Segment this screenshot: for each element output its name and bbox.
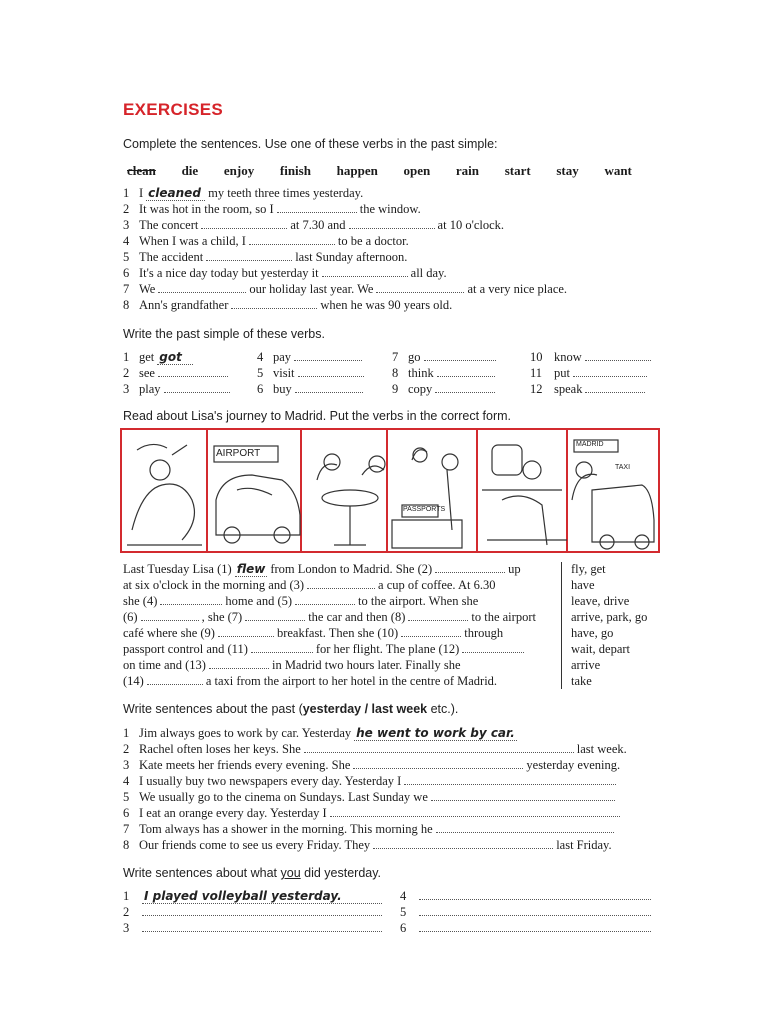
exercise5-line: 2	[123, 905, 385, 921]
answer-field[interactable]	[585, 350, 651, 361]
answer-field[interactable]: I played volleyball yesterday.	[142, 889, 382, 904]
verb-item: 12 speak	[530, 382, 648, 397]
verb-item: 8 think	[392, 366, 498, 381]
exercise1-line: 1 I cleaned my teeth three times yesterday.	[123, 186, 364, 200]
exercise4-line: 8 Our friends come to see us every Friday. They last Friday.	[123, 838, 612, 852]
section5-instruction: Write sentences about what you did yesterday.	[123, 866, 382, 880]
answer-field[interactable]	[373, 838, 553, 849]
verb-item: 11 put	[530, 366, 650, 381]
answer-field[interactable]	[437, 366, 495, 377]
answer-field[interactable]	[436, 822, 614, 833]
answer-field[interactable]	[142, 905, 382, 916]
story-line: café where she (9) breakfast. Then she (10) through	[123, 626, 504, 640]
answer-field[interactable]	[158, 366, 228, 377]
answer-field[interactable]	[435, 382, 495, 393]
answer-field[interactable]	[353, 758, 523, 769]
exercise4-line: 4 I usually buy two newspapers every day. Yesterday I	[123, 774, 619, 790]
exercise4-line: 3 Kate meets her friends every evening. She yesterday evening.	[123, 758, 621, 772]
answer-field[interactable]	[277, 202, 357, 213]
verb-item: 10 know	[530, 350, 654, 365]
answer-field[interactable]	[304, 742, 574, 753]
answer-field[interactable]	[424, 350, 496, 361]
passports-sign: PASSPORTS	[403, 506, 446, 513]
answer-field[interactable]	[419, 905, 651, 916]
answer-field[interactable]	[307, 578, 375, 589]
verb-word: want	[604, 163, 632, 178]
story-line: at six o'clock in the morning and (3) a cup of coffee. At 6.30	[123, 578, 496, 592]
answer-field[interactable]	[206, 250, 292, 261]
verb-item: 6 buy	[257, 382, 366, 397]
section1-instruction: Complete the sentences. Use one of these verbs in the past simple:	[123, 137, 498, 151]
exercise1-line: 3 The concert at 7.30 and at 10 o'clock.	[123, 218, 505, 232]
exercise4-line: 6 I eat an orange every day. Yesterday I	[123, 806, 623, 822]
verb-word: die	[181, 163, 199, 178]
verb-item: 3 play	[123, 382, 233, 397]
answer-field[interactable]: cleaned	[146, 186, 205, 201]
answer-field[interactable]	[218, 626, 274, 637]
section3-instruction: Read about Lisa's journey to Madrid. Put the verbs in the correct form.	[123, 409, 511, 423]
exercise5-line: 5	[400, 905, 654, 921]
story-line: on time and (13) in Madrid two hours later. Finally she	[123, 658, 461, 672]
answer-field[interactable]	[435, 562, 505, 573]
exercise1-line: 7 We our holiday last year. We at a very nice place.	[123, 282, 568, 296]
verb-item: 5 visit	[257, 366, 367, 381]
exercise1-line: 8 Ann's grandfather when he was 90 years old.	[123, 298, 453, 312]
journey-illustrations	[122, 430, 658, 551]
verb-word: open	[403, 163, 431, 178]
answer-field[interactable]: got	[157, 350, 193, 365]
verb-item: 1 get got	[123, 350, 196, 365]
exercise1-line: 4 When I was a child, I to be a doctor.	[123, 234, 409, 248]
exercise5-line: 4	[400, 889, 654, 905]
answer-field[interactable]	[201, 218, 287, 229]
verb-hint: have	[571, 578, 595, 592]
page-title: EXERCISES	[123, 100, 224, 119]
verb-hint: fly, get	[571, 562, 606, 576]
answer-field[interactable]	[158, 282, 246, 293]
verb-item: 2 see	[123, 366, 231, 381]
verb-column-divider	[561, 562, 562, 689]
answer-field[interactable]: he went to work by car.	[356, 726, 515, 740]
exercise4-line: 7 Tom always has a shower in the morning. This morning he	[123, 822, 617, 838]
verb-word: stay	[556, 163, 579, 178]
exercise4-line: 1 Jim always goes to work by car. Yesterday he went to work by car.	[123, 726, 515, 740]
exercise5-line: 1 I played volleyball yesterday.	[123, 889, 385, 905]
story-line: passport control and (11) for her flight. The plane (12)	[123, 642, 527, 657]
answer-field[interactable]	[147, 674, 203, 685]
answer-field[interactable]	[573, 366, 647, 377]
story-line: (14) a taxi from the airport to her hotel in the centre of Madrid.	[123, 674, 498, 688]
answer-field[interactable]	[404, 774, 616, 785]
section2-instruction: Write the past simple of these verbs.	[123, 327, 325, 341]
taxi-sign: TAXI	[615, 464, 631, 471]
verb-word: happen	[336, 163, 378, 178]
story-line: she (4) home and (5) to the airport. When she	[123, 594, 479, 608]
answer-field[interactable]	[322, 266, 408, 277]
verb-word: clean	[127, 163, 156, 178]
answer-field[interactable]	[209, 658, 269, 669]
answer-field[interactable]	[164, 382, 230, 393]
verb-hint: arrive	[571, 658, 601, 672]
verb-box	[127, 163, 632, 179]
verb-word: start	[504, 163, 531, 178]
exercise4-line: 2 Rachel often loses her keys. She last week.	[123, 742, 627, 756]
verb-item: 9 copy	[392, 382, 498, 397]
airport-sign: AIRPORT	[216, 448, 261, 459]
answer-field[interactable]	[462, 642, 524, 653]
answer-field[interactable]	[419, 889, 651, 900]
answer-field[interactable]	[585, 382, 645, 393]
answer-field[interactable]	[142, 921, 382, 932]
exercise5-line: 3	[123, 921, 385, 937]
madrid-sign: MADRID	[576, 441, 604, 448]
verb-word: rain	[455, 163, 480, 178]
verb-hint: arrive, park, go	[571, 610, 648, 624]
woman-figure-icon	[132, 484, 194, 540]
answer-field[interactable]	[419, 921, 651, 932]
answer-field[interactable]	[349, 218, 435, 229]
answer-field[interactable]	[294, 350, 362, 361]
answer-field[interactable]	[141, 610, 199, 621]
answer-field[interactable]	[298, 366, 364, 377]
exercise5-line: 6	[400, 921, 654, 937]
verb-hint: have, go	[571, 626, 614, 640]
verb-item: 4 pay	[257, 350, 365, 365]
answer-field[interactable]	[231, 298, 317, 309]
exercise1-line: 6 It's a nice day today but yesterday it all day.	[123, 266, 447, 280]
answer-field[interactable]	[330, 806, 620, 817]
verb-item: 7 go	[392, 350, 499, 365]
answer-field[interactable]: flew	[236, 562, 266, 576]
verb-hint: take	[571, 674, 592, 688]
verb-hint: wait, depart	[571, 642, 631, 656]
answer-field[interactable]	[160, 594, 222, 605]
section4-instruction: Write sentences about the past (yesterday / last week etc.).	[123, 702, 459, 716]
exercise4-line: 5 We usually go to the cinema on Sundays. Last Sunday we	[123, 790, 618, 806]
answer-field[interactable]	[408, 610, 468, 621]
verb-hint: leave, drive	[571, 594, 630, 608]
exercise1-line: 2 It was hot in the room, so I the window.	[123, 202, 421, 216]
answer-field[interactable]	[401, 626, 461, 637]
answer-field[interactable]	[295, 382, 363, 393]
story-line: Last Tuesday Lisa (1) flew from London to Madrid. She (2) up	[123, 562, 521, 576]
exercise1-line: 5 The accident last Sunday afternoon.	[123, 250, 408, 264]
answer-field[interactable]	[251, 642, 313, 653]
answer-field[interactable]	[295, 594, 355, 605]
verb-word: finish	[279, 163, 311, 178]
verb-word: enjoy	[223, 163, 255, 178]
answer-field[interactable]	[376, 282, 464, 293]
answer-field[interactable]	[245, 610, 305, 621]
answer-field[interactable]	[249, 234, 335, 245]
answer-field[interactable]	[431, 790, 615, 801]
story-line: (6) , she (7) the car and then (8) to the airport	[123, 610, 536, 624]
